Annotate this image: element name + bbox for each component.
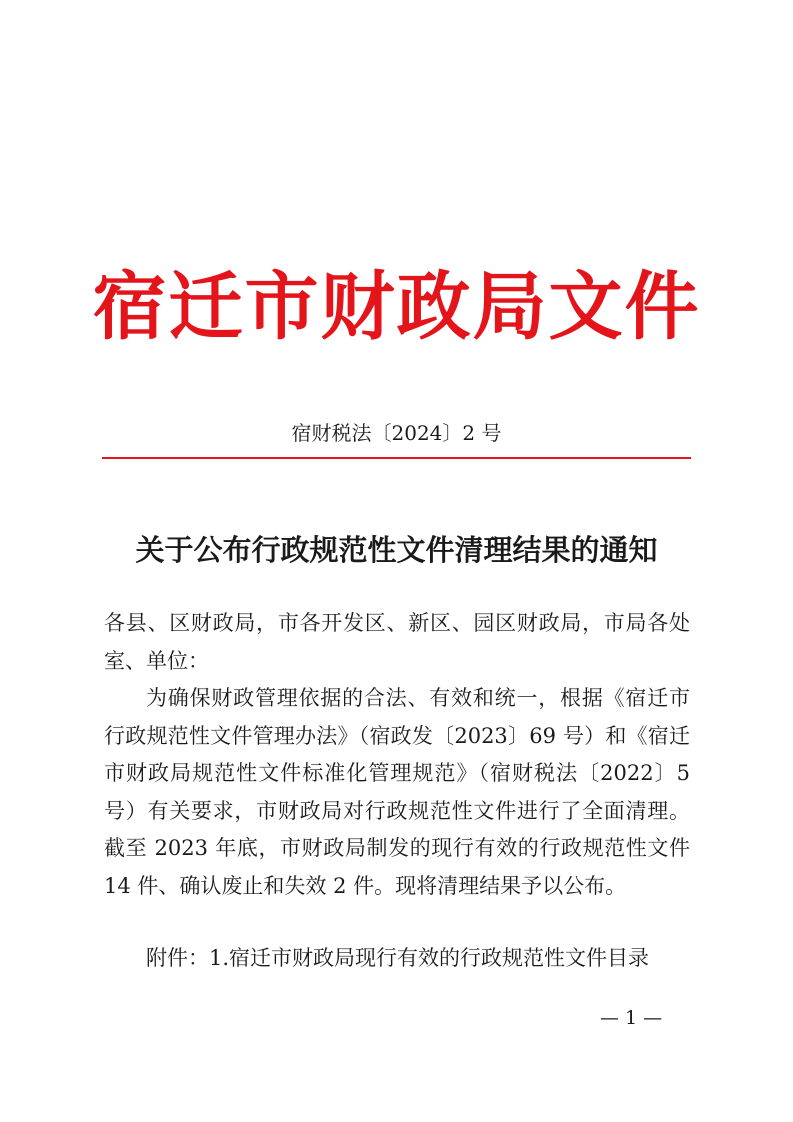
- page-number: — 1 —: [600, 1007, 663, 1029]
- document-body: [104, 605, 690, 905]
- document-title: 关于公布行政规范性文件清理结果的通知: [135, 533, 658, 567]
- agency-header-title: 宿迁市财政局文件: [92, 264, 701, 350]
- body-paragraph: 为确保财政管理依据的合法、有效和统一，根据《宿迁市行政规范性文件管理办法》（宿政发〔2023〕69 号）和《宿迁市财政局规范性文件标准化管理规范》（宿财税法〔2022〕5 号）有关要求，市财政局对行政规范性文件进行了全面清理。截至 2023 年底，市财政局制发的现行有效的行政规范性文件 14 件、确认废止和失效 2 件。现将清理结果予以公布。: [104, 686, 690, 898]
- document-number: 宿财税法〔2024〕2 号: [291, 421, 502, 445]
- red-separator-line: [102, 457, 691, 459]
- addressee-line: 各县、区财政局，市各开发区、新区、园区财政局，市局各处室、单位：: [104, 611, 690, 673]
- attachment-line: 附件：1.宿迁市财政局现行有效的行政规范性文件目录: [146, 946, 650, 970]
